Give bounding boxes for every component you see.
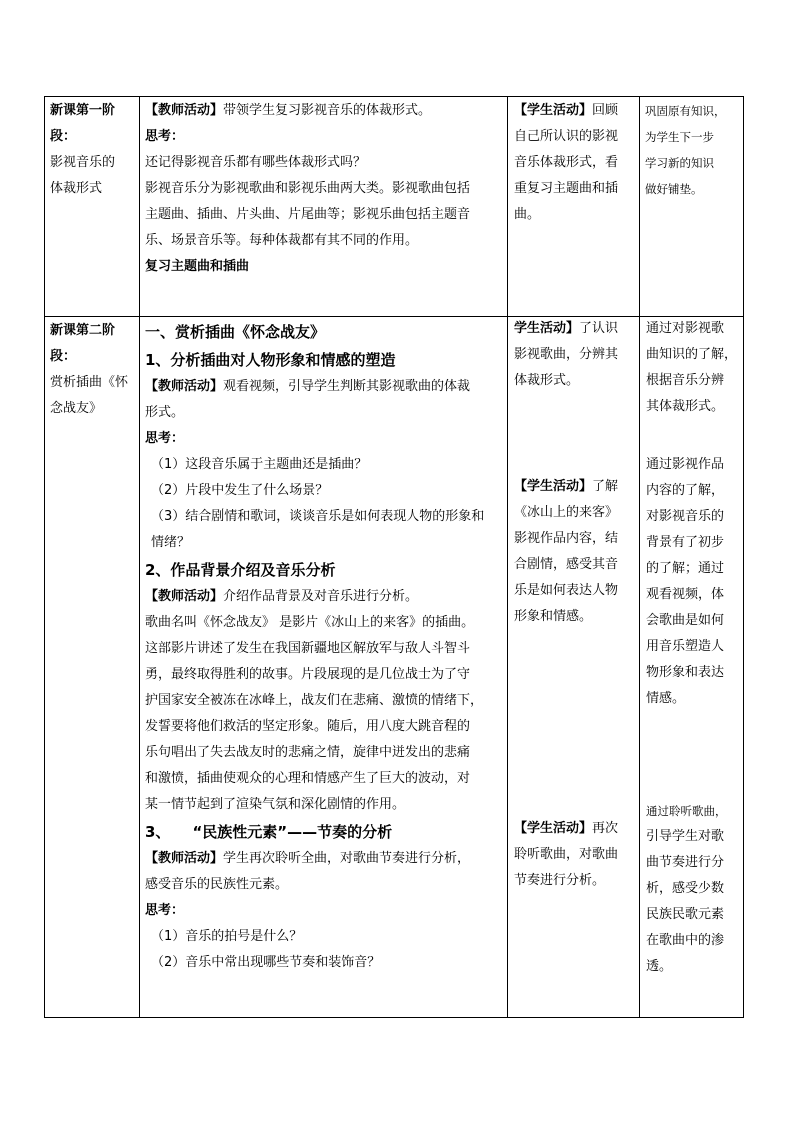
stage-topic: 赏析插曲《怀 bbox=[50, 375, 129, 390]
student-activity-label: 学生活动】 bbox=[514, 321, 580, 336]
question: 还记得影视音乐都有哪些体裁形式吗？ bbox=[145, 155, 367, 170]
paragraph-line: 乐句唱出了失去战友时的悲痛之情，旋律中迸发出的悲痛 bbox=[145, 745, 471, 760]
intent-text: 民族民歌元素 bbox=[646, 907, 725, 922]
student-text: 回顾 bbox=[592, 103, 619, 118]
intent-text: 的了解；通过 bbox=[646, 561, 725, 576]
row2-intent-cell bbox=[646, 316, 743, 420]
col-divider bbox=[743, 96, 744, 1018]
intent-text: 内容的了解， bbox=[646, 483, 725, 498]
row1-stage-cell bbox=[50, 98, 138, 202]
col-divider bbox=[139, 96, 140, 1018]
paragraph-line: 勇，最终取得胜利的故事。片段展现的是几位战士为了守 bbox=[145, 667, 471, 682]
intent-text: 观看视频，体 bbox=[646, 587, 725, 602]
stage-title: 新课第一阶 bbox=[50, 103, 116, 118]
student-text: 曲。 bbox=[514, 207, 541, 222]
paragraph-line: 某一情节起到了渲染气氛和深化剧情的作用。 bbox=[145, 797, 406, 812]
teacher-activity-text: 介绍作品背景及对音乐进行分析。 bbox=[223, 589, 419, 604]
stage-topic: 念战友》 bbox=[50, 401, 103, 416]
section-heading: 一、赏析插曲《怀念战友》 bbox=[145, 323, 326, 341]
paragraph-line: 乐、场景音乐等。每种体裁都有其不同的作用。 bbox=[145, 233, 419, 248]
student-text: 体裁形式。 bbox=[514, 373, 580, 388]
intent-text: 学习新的知识 bbox=[645, 156, 714, 170]
stage-title: 段： bbox=[50, 349, 77, 364]
student-activity-label: 【学生活动】 bbox=[514, 479, 593, 494]
think-label: 思考： bbox=[145, 129, 185, 144]
teacher-activity-label: 【教师活动】 bbox=[145, 589, 224, 604]
question: （2）音乐中常出现哪些节奏和装饰音？ bbox=[151, 955, 381, 970]
col-divider bbox=[44, 96, 45, 1018]
question: （1）这段音乐属于主题曲还是插曲？ bbox=[151, 457, 368, 472]
student-text: 合剧情，感受其音 bbox=[514, 557, 619, 572]
teacher-activity-label: 【教师活动】 bbox=[145, 851, 224, 866]
intent-text: 曲知识的了解， bbox=[646, 347, 738, 362]
col-divider bbox=[507, 96, 508, 1018]
student-text: 影视作品内容，结 bbox=[514, 531, 619, 546]
row2-student-cell bbox=[514, 316, 638, 394]
row2-intent-cell bbox=[646, 452, 743, 712]
student-text: 形象和情感。 bbox=[514, 609, 593, 624]
student-text: 《冰山上的来客》 bbox=[514, 505, 619, 520]
paragraph-line: 这部影片讲述了发生在我国新疆地区解放军与敌人斗智斗 bbox=[145, 641, 471, 656]
paragraph-line: 护国家安全被冻在冰峰上，战友们在悲痛、激愤的情绪下， bbox=[145, 693, 484, 708]
think-label: 思考： bbox=[145, 431, 185, 446]
stage-topic: 体裁形式 bbox=[50, 181, 103, 196]
section-heading: 1、分析插曲对人物形象和情感的塑造 bbox=[145, 351, 396, 369]
intent-text: 用音乐塑造人 bbox=[646, 639, 725, 654]
row2-intent-cell bbox=[646, 798, 743, 980]
teacher-activity-text: 形式。 bbox=[145, 405, 185, 420]
row2-student-cell bbox=[514, 474, 638, 630]
stage-topic: 影视音乐的 bbox=[50, 155, 116, 170]
intent-text: 通过聆听歌曲， bbox=[646, 804, 727, 818]
review-heading: 复习主题曲和插曲 bbox=[145, 259, 250, 274]
intent-text: 在歌曲中的渗 bbox=[646, 933, 725, 948]
student-text: 重复习主题曲和插 bbox=[514, 181, 619, 196]
teacher-activity-label: 【教师活动】 bbox=[145, 103, 224, 118]
intent-text: 对影视音乐的 bbox=[646, 509, 725, 524]
student-text: 了解 bbox=[592, 479, 619, 494]
teacher-activity-text: 观看视频，引导学生判断其影视歌曲的体裁 bbox=[223, 379, 471, 394]
section-heading: “民族性元素”——节奏的分析 bbox=[192, 823, 393, 841]
student-activity-label: 【学生活动】 bbox=[514, 103, 593, 118]
intent-text: 为学生下一步 bbox=[645, 130, 714, 144]
intent-text: 其体裁形式。 bbox=[646, 399, 725, 414]
question: （3）结合剧情和歌词，谈谈音乐是如何表现人物的形象和 bbox=[151, 509, 485, 524]
teacher-activity-text: 带领学生复习影视音乐的体裁形式。 bbox=[223, 103, 432, 118]
row1-intent-cell bbox=[645, 98, 743, 202]
paragraph-line: 发誓要将他们救活的坚定形象。随后，用八度大跳音程的 bbox=[145, 719, 471, 734]
intent-text: 曲节奏进行分 bbox=[646, 855, 725, 870]
row1-teacher-cell bbox=[145, 98, 505, 280]
intent-text: 情感。 bbox=[646, 691, 686, 706]
think-label: 思考： bbox=[145, 903, 185, 918]
teacher-activity-label: 【教师活动】 bbox=[145, 379, 224, 394]
student-activity-label: 【学生活动】 bbox=[514, 821, 593, 836]
intent-text: 巩固原有知识， bbox=[645, 104, 726, 118]
section-heading: 2、作品背景介绍及音乐分析 bbox=[145, 561, 336, 579]
stage-title: 段： bbox=[50, 129, 77, 144]
paragraph-line: 歌曲名叫《怀念战友》 是影片《冰山上的来客》的插曲。 bbox=[145, 615, 475, 630]
intent-text: 析，感受少数 bbox=[646, 881, 725, 896]
student-text: 节奏进行分析。 bbox=[514, 873, 606, 888]
question: （2）片段中发生了什么场景？ bbox=[151, 483, 329, 498]
question: （1）音乐的拍号是什么？ bbox=[151, 929, 303, 944]
lesson-table bbox=[44, 96, 744, 1018]
student-text: 乐是如何表达人物 bbox=[514, 583, 619, 598]
row1-student-cell bbox=[514, 98, 638, 228]
student-text: 影视歌曲，分辨其 bbox=[514, 347, 619, 362]
intent-text: 透。 bbox=[646, 959, 673, 974]
intent-text: 物形象和表达 bbox=[646, 665, 725, 680]
intent-text: 背景有了初步 bbox=[646, 535, 725, 550]
student-text: 音乐体裁形式，看 bbox=[514, 155, 619, 170]
paragraph-line: 影视音乐分为影视歌曲和影视乐曲两大类。影视歌曲包括 bbox=[145, 181, 471, 196]
stage-title: 新课第二阶 bbox=[50, 323, 116, 338]
student-text: 再次 bbox=[592, 821, 619, 836]
question: 情绪？ bbox=[151, 535, 191, 550]
paragraph-line: 主题曲、插曲、片头曲、片尾曲等；影视乐曲包括主题音 bbox=[145, 207, 471, 222]
row2-stage-cell bbox=[50, 318, 138, 422]
intent-text: 通过影视作品 bbox=[646, 457, 725, 472]
row2-teacher-cell bbox=[145, 318, 505, 976]
col-divider bbox=[639, 96, 640, 1018]
row2-student-cell bbox=[514, 816, 638, 894]
intent-text: 会歌曲是如何 bbox=[646, 613, 725, 628]
intent-text: 引导学生对歌 bbox=[646, 829, 725, 844]
teacher-activity-text: 学生再次聆听全曲，对歌曲节奏进行分析， bbox=[223, 851, 471, 866]
paragraph-line: 和激愤，插曲使观众的心理和情感产生了巨大的波动，对 bbox=[145, 771, 471, 786]
student-text: 聆听歌曲，对歌曲 bbox=[514, 847, 619, 862]
intent-text: 通过对影视歌 bbox=[646, 321, 725, 336]
student-text: 自己所认识的影视 bbox=[514, 129, 619, 144]
intent-text: 做好铺垫。 bbox=[645, 182, 703, 196]
student-text: 了认识 bbox=[579, 321, 619, 336]
section-number: 3、 bbox=[145, 823, 171, 841]
teacher-activity-text: 感受音乐的民族性元素。 bbox=[145, 877, 289, 892]
intent-text: 根据音乐分辨 bbox=[646, 373, 725, 388]
